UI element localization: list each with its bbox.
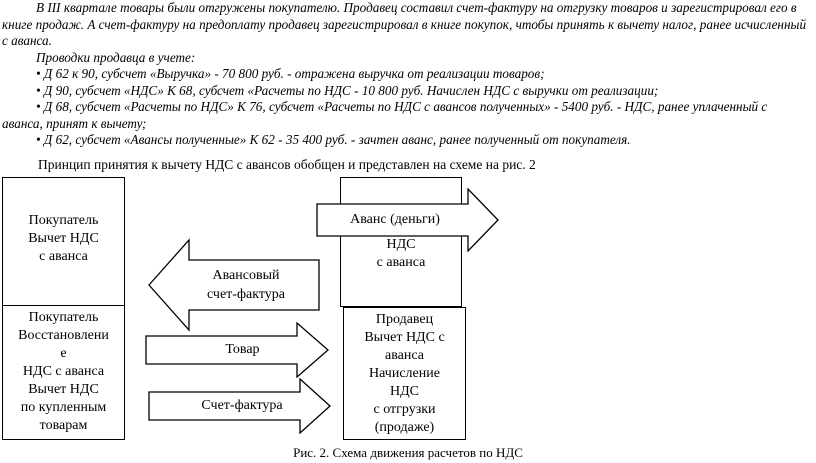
buyer-top-line-2: Вычет НДС: [28, 231, 99, 246]
posting-line-3: • Д 68, субсчет «Расчеты по НДС» К 76, субсчет «Расчеты по НДС с авансов полученных» - 5400 руб. - НДС, ранее уплаченный с: [36, 99, 768, 114]
buyer-top-line-3: с аванса: [39, 249, 88, 264]
advance-money-arrow: [316, 188, 500, 252]
buyer-bottom-line-2: Восстановлени: [18, 328, 109, 343]
seller-bottom-line-4: Начисление: [369, 366, 440, 381]
postings-header: Проводки продавца в учете:: [36, 49, 196, 65]
buyer-bottom-line-1: Покупатель: [28, 310, 99, 325]
posting-line-4: аванса, принят к вычету;: [2, 115, 147, 131]
intro-line-2: книге продаж. А счет-фактуру на предоплату продавец зарегистрировал в книге покупок, чтобы принять к вычету налог, ранее исчисленный: [2, 16, 807, 32]
buyer-bottom-box: [2, 305, 125, 440]
seller-bottom-line-7: (продаже): [374, 420, 435, 435]
advance-invoice-label: [187, 266, 305, 304]
goods-arrow: [145, 322, 330, 378]
posting-line-1: • Д 62 к 90, субсчет «Выручка» - 70 800 руб. - отражена выручка от реализации товаров;: [36, 66, 545, 81]
seller-bottom-line-5: НДС: [390, 384, 419, 399]
buyer-bottom-line-7: товарам: [39, 418, 88, 433]
seller-top-line-2: с аванса: [376, 255, 426, 270]
buyer-bottom-line-3: е: [60, 346, 67, 361]
intro-line-3: с аванса.: [2, 33, 52, 48]
invoice-arrow: [148, 378, 332, 434]
seller-bottom-line-6: с отгрузки: [373, 402, 436, 417]
advance-money-label: Аванс (деньги): [350, 212, 440, 227]
buyer-top-box: [2, 177, 125, 307]
advance-invoice-line-2: счет-фактура: [206, 287, 286, 302]
seller-bottom-line-2: Вычет НДС с: [364, 330, 445, 345]
buyer-bottom-line-4: НДС с аванса: [22, 364, 105, 379]
invoice-label: Счет-фактура: [201, 398, 283, 413]
buyer-bottom-line-6: по купленным: [20, 400, 107, 415]
seller-top-line-1: НДС: [386, 237, 416, 252]
posting-line-2: • Д 90, субсчет «НДС» К 68, субсчет «Расчеты по НДС - 10 800 руб. Начислен НДС с выручки от реализации;: [36, 82, 659, 98]
advance-invoice-arrow: [147, 238, 322, 332]
seller-bottom-line-1: Продавец: [375, 312, 434, 327]
advance-invoice-line-1: Авансовый: [212, 268, 280, 283]
intro-line-1: В III квартале товары были отгружены покупателю. Продавец составил счет-фактуру на отгрузку товаров и зарегистрировал его в: [36, 0, 797, 15]
seller-bottom-line-3: аванса: [385, 348, 424, 363]
buyer-top-line-1: Покупатель: [28, 213, 99, 228]
principle-text: Принцип принятия к вычету НДС с авансов обобщен и представлен на схеме на рис. 2: [38, 157, 536, 172]
posting-line-5: • Д 62, субсчет «Авансы полученные» К 62 - 35 400 руб. - зачтен аванс, ранее полученный от покупателя.: [36, 132, 631, 147]
goods-label: Товар: [225, 342, 260, 357]
figure-caption: Рис. 2. Схема движения расчетов по НДС: [293, 445, 523, 460]
seller-bottom-box: [343, 307, 466, 440]
buyer-bottom-line-5: Вычет НДС: [28, 382, 99, 397]
